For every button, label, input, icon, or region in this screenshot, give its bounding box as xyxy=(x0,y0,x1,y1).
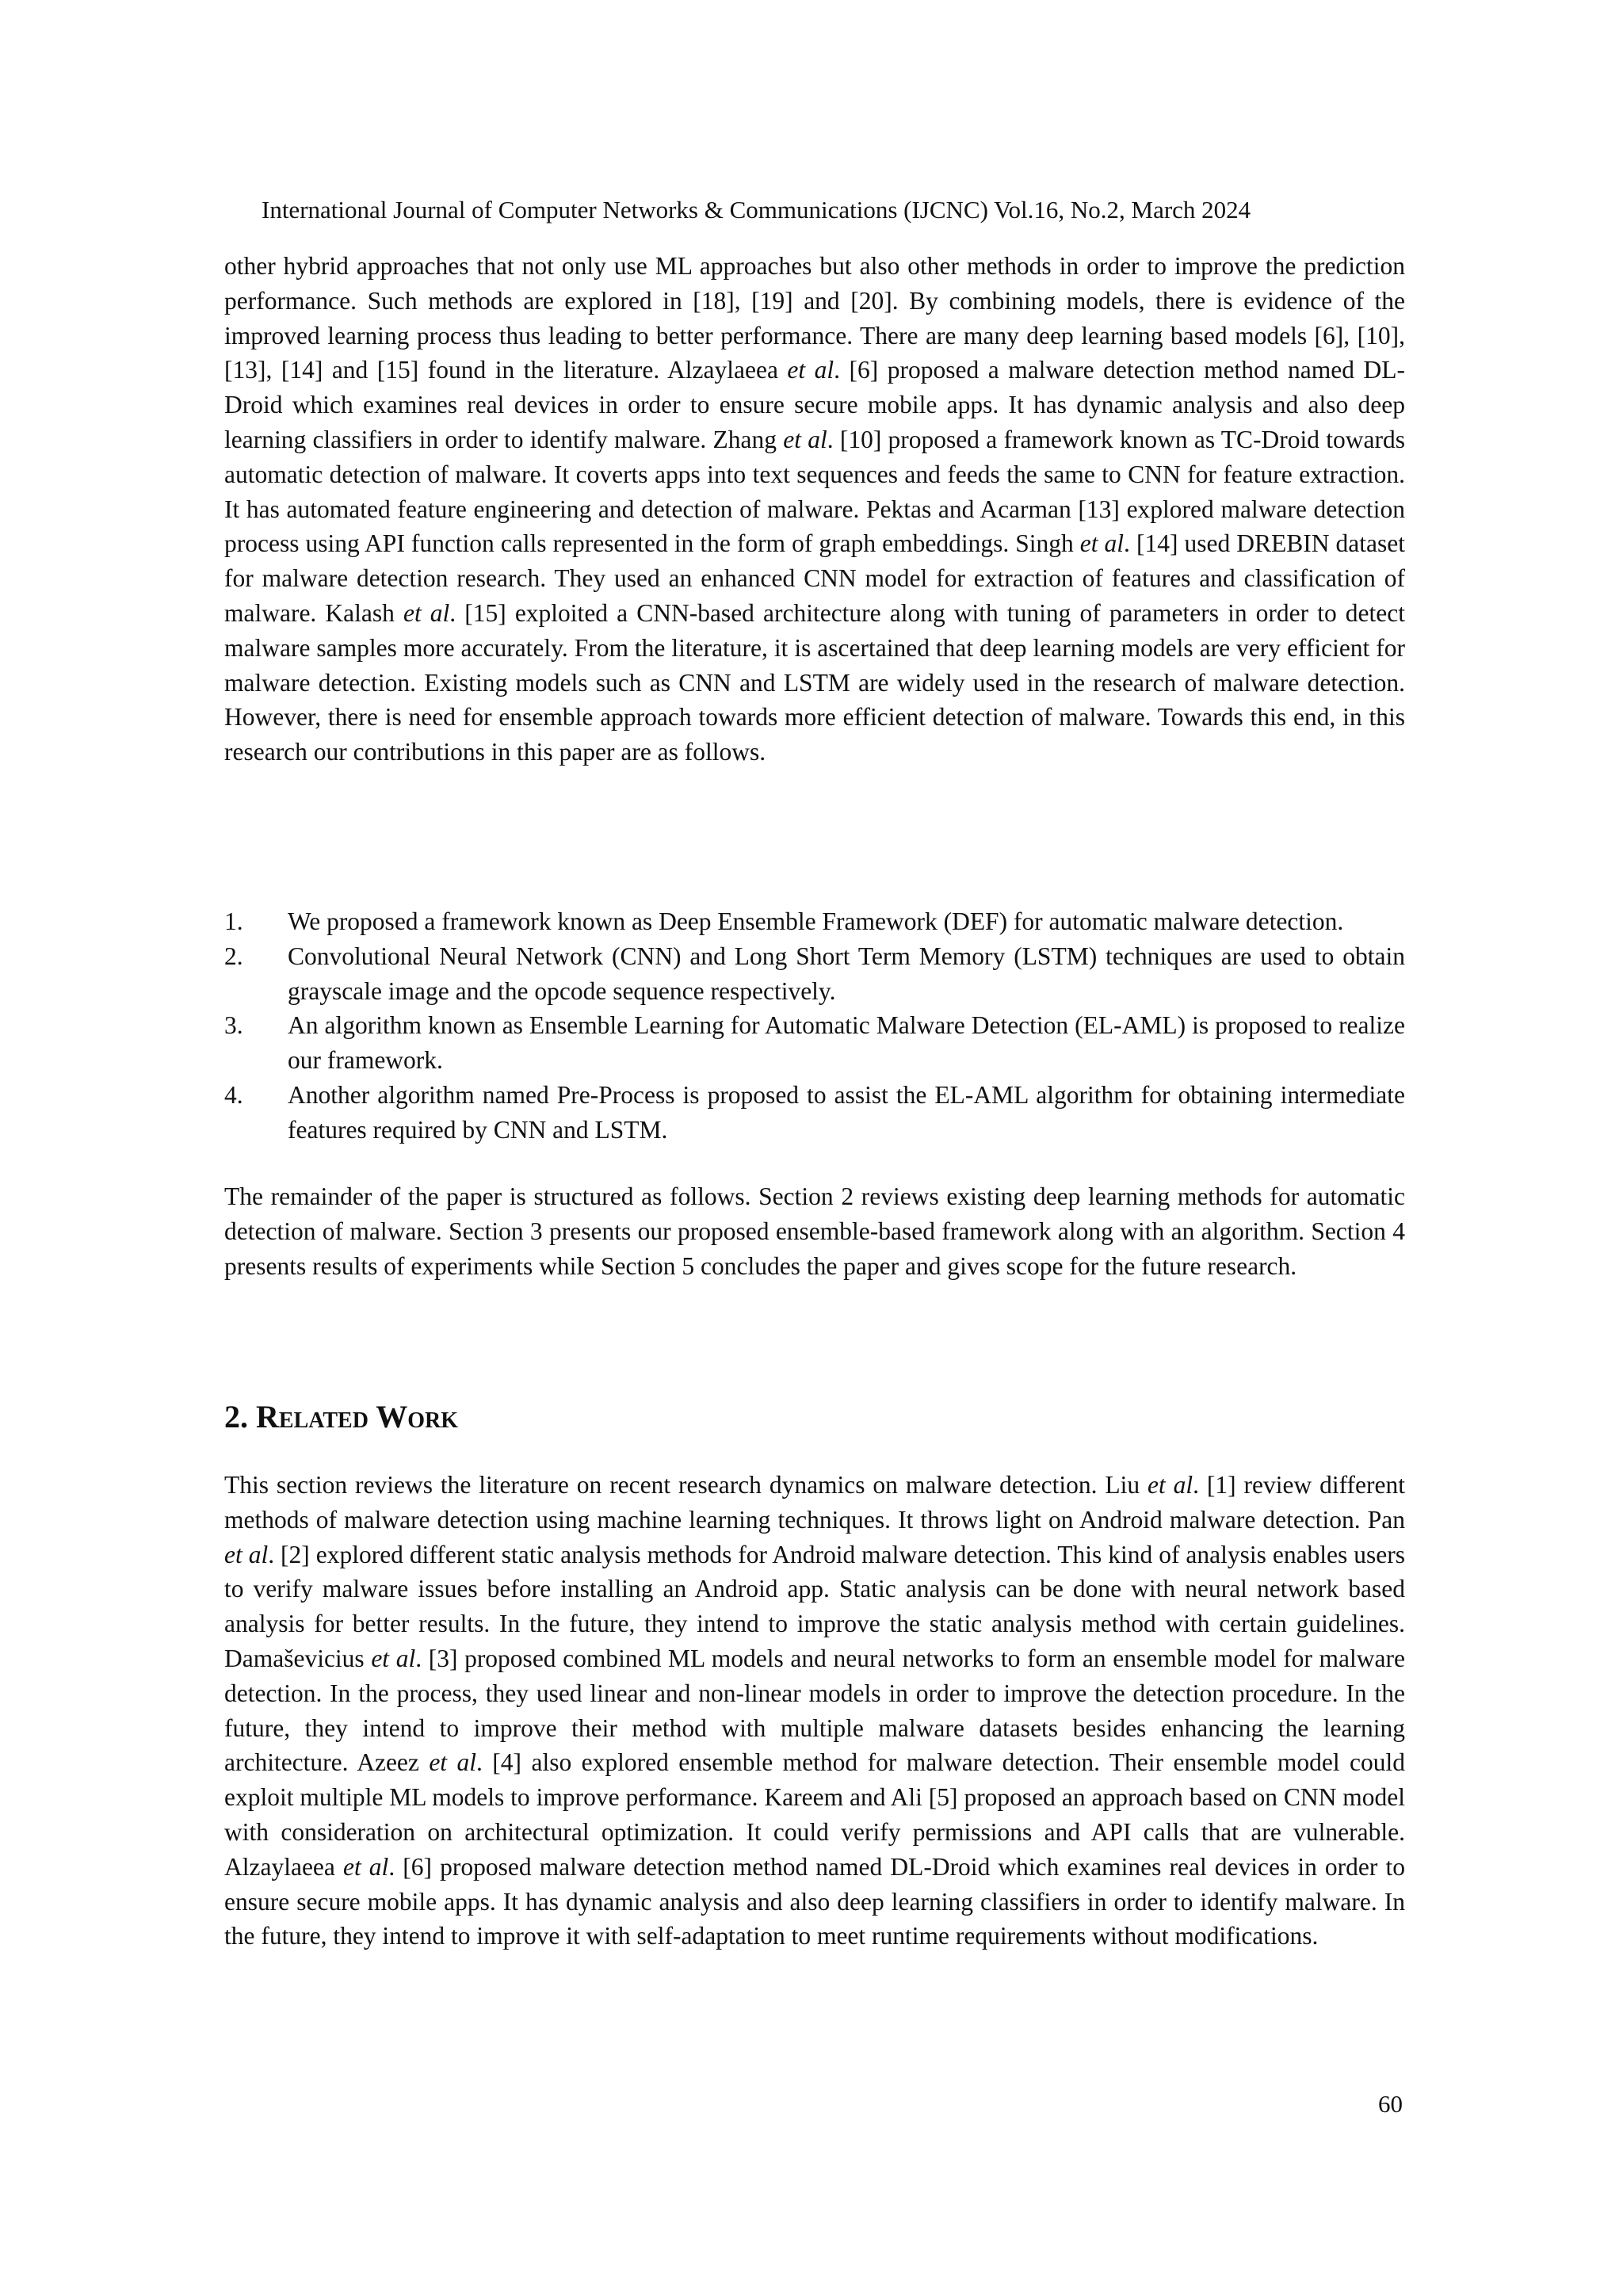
intro-p1-s3: . [10] proposed a framework known as TC-Droid towards automatic detection of malware. It coverts apps into text sequences and feeds the same to CNN for feature extraction. It has automated feature engineering and detection of malware. Pektas and Acarman [13] explored malware detection process using API function calls represented in the form of graph embeddings. Singh xyxy=(224,425,1405,558)
related-s4: . [3] proposed combined ML models and neural networks to form an ensemble model for malware detection. In the process, they used linear and non-linear models in order to improve the detection procedure. In the future, they intend to improve their method with multiple malware datasets besides enhancing the learning architecture. Azeez xyxy=(224,1644,1405,1777)
contribution-item xyxy=(224,904,1405,939)
contribution-item xyxy=(224,1078,1405,1148)
intro-paragraph xyxy=(224,249,1405,770)
paper-structure-paragraph: The remainder of the paper is structured as follows. Section 2 reviews existing deep learning methods for automatic detection of malware. Section 3 presents our proposed ensemble-based framework along with an algorithm. Section 4 presents results of experiments while Section 5 concludes the paper and gives scope for the future research. xyxy=(224,1182,1405,1280)
related-s1: This section reviews the literature on recent research dynamics on malware detection. Liu xyxy=(224,1471,1148,1499)
contribution-text: Another algorithm named Pre-Process is proposed to assist the EL-AML algorithm for obtaining intermediate features required by CNN and LSTM. xyxy=(288,1080,1405,1144)
contribution-item xyxy=(224,939,1405,1009)
et-al: et al xyxy=(429,1748,476,1777)
journal-header: International Journal of Computer Networks & Communications (IJCNC) Vol.16, No.2, March 2024 xyxy=(262,196,1251,223)
section-heading xyxy=(224,1397,458,1437)
intro-p1-s4: . [14] used DREBIN dataset for malware detection research. They used an enhanced CNN model for extraction of features and classification of malware. Kalash xyxy=(224,529,1405,627)
intro-p1-s1: other hybrid approaches that not only use ML approaches but also other methods in order to improve the prediction performance. Such methods are explored in [18], [19] and [20]. By combining models, there is evidence of the improved learning process thus leading to better performance. There are many deep learning based models [6], [10], [13], [14] and [15] found in the literature. Alzaylaeea xyxy=(224,252,1405,384)
section-title: Related Work xyxy=(256,1399,459,1435)
related-work-paragraph xyxy=(224,1468,1405,1954)
section-number: 2. xyxy=(224,1399,256,1435)
related-s5: . [4] also explored ensemble method for malware detection. Their ensemble model could exploit multiple ML models to improve performance. Kareem and Ali [5] proposed an approach based on CNN model with consideration on architectural optimization. It could verify permissions and API calls that are vulnerable. Alzaylaeea xyxy=(224,1748,1405,1881)
related-s3: . [2] explored different static analysis methods for Android malware detection. This kind of analysis enables users to verify malware issues before installing an Android app. Static analysis can be done with neural network based analysis for better results. In the future, they intend to improve the static analysis method with certain guidelines. Damaševicius xyxy=(224,1540,1405,1672)
contribution-text: An algorithm known as Ensemble Learning for Automatic Malware Detection (EL-AML) is proposed to realize our framework. xyxy=(288,1011,1405,1075)
et-al: et al xyxy=(1148,1471,1193,1499)
related-s6: . [6] proposed malware detection method named DL-Droid which examines real devices in order to ensure secure mobile apps. It has dynamic analysis and also deep learning classifiers in order to identify malware. In the future, they intend to improve it with self-adaptation to meet runtime requirements without modifications. xyxy=(224,1852,1405,1950)
list-number: 4. xyxy=(224,1080,243,1109)
list-number: 2. xyxy=(224,942,243,970)
contribution-item xyxy=(224,1008,1405,1078)
et-al: et al xyxy=(403,598,450,627)
et-al: et al xyxy=(787,356,834,384)
et-al: et al xyxy=(1079,529,1125,558)
et-al: et al xyxy=(783,425,827,453)
intro-p1-s2: . [6] proposed a malware detection method named DL-Droid which examines real devices in order to ensure secure mobile apps. It has dynamic analysis and also deep learning classifiers in order to identify malware. Zhang xyxy=(224,356,1405,453)
contribution-text: We proposed a framework known as Deep Ensemble Framework (DEF) for automatic malware detection. xyxy=(288,907,1344,935)
contributions-list xyxy=(224,904,1405,1148)
et-al: et al xyxy=(371,1644,416,1672)
et-al: et al xyxy=(342,1852,389,1881)
et-al: et al xyxy=(224,1540,269,1568)
intro-p1-s5: . [15] exploited a CNN-based architecture along with tuning of parameters in order to detect malware samples more accurately. From the literature, it is ascertained that deep learning models are very efficient for malware detection. Existing models such as CNN and LSTM are widely used in the research of malware detection. However, there is need for ensemble approach towards more efficient detection of malware. Towards this end, in this research our contributions in this paper are as follows. xyxy=(224,598,1405,766)
list-number: 3. xyxy=(224,1011,243,1040)
page-number: 60 xyxy=(1378,2090,1403,2118)
list-number: 1. xyxy=(224,907,243,935)
contribution-text: Convolutional Neural Network (CNN) and Long Short Term Memory (LSTM) techniques are used to obtain grayscale image and the opcode sequence respectively. xyxy=(288,942,1405,1005)
related-s2: . [1] review different methods of malware detection using machine learning techniques. It throws light on Android malware detection. Pan xyxy=(224,1471,1405,1534)
